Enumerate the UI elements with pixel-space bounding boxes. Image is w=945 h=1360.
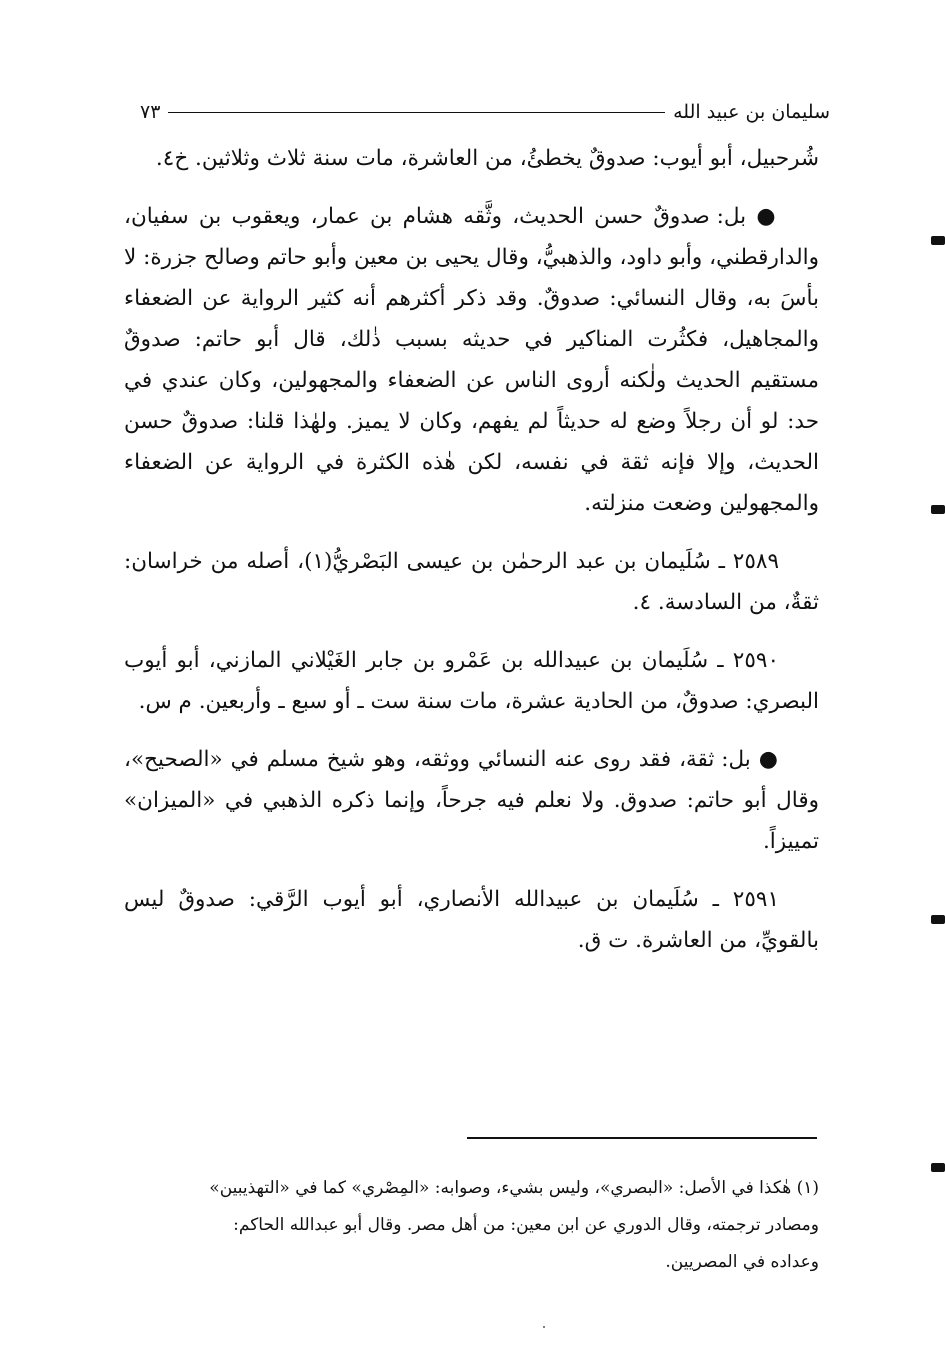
- paragraph-entry-2590: [124, 640, 819, 722]
- paragraph-note: [124, 739, 819, 862]
- footnote-line: (١) هٰكذا في الأصل: «البصري»، وليس بشيء، وصوابه: «المِصْري» كما في «التهذيبين»: [209, 1178, 819, 1198]
- bullet-icon: ●: [756, 204, 779, 229]
- binding-mark: [931, 236, 945, 245]
- paragraph-continuation: [124, 138, 819, 179]
- paragraph-entry-2589: [124, 541, 819, 623]
- bullet-icon: ●: [758, 747, 779, 772]
- header-rule: [168, 112, 665, 113]
- page-number: ٧٣: [140, 101, 161, 123]
- scan-speck: [543, 1326, 545, 1328]
- paragraph-text: ٢٥٩١ ـ سُلَيمان بن عبيدالله الأنصاري، أبو أيوب الرَّقي: صدوقٌ ليس بالقويِّ، من العاشرة. ت ق.: [124, 887, 819, 953]
- footnote-separator: [467, 1137, 817, 1139]
- binding-mark: [931, 1163, 945, 1172]
- paragraph-note: [124, 196, 819, 524]
- paragraph-text: شُرحبيل، أبو أيوب: صدوقٌ يخطئُ، من العاشرة، مات سنة ثلاث وثلاثين. خ٤.: [155, 146, 819, 171]
- running-title: سليمان بن عبيد الله: [673, 101, 830, 123]
- page-header: [140, 97, 830, 127]
- binding-mark: [931, 505, 945, 514]
- paragraph-text: بل: صدوقٌ حسن الحديث، وثَّقه هشام بن عمار، ويعقوب بن سفيان، والدارقطني، وأبو داود، والذهبيُّ، وقال يحيى بن معين وأبو حاتم وصالح جزرة: لا بأسَ به، وقال النسائي: صدوقٌ. وقد ذكر أكثرهم أنه كثير الرواية عن الضعفاء والمجاهيل، فكثُرت المناكير في حديثه بسبب ذٰلك، قال أبو حاتم: صدوقٌ مستقيم الحديث ولٰكنه أروى الناس عن الضعفاء والمجهولين، وكان عندي في حد: لو أن رجلاً وضع له حديثاً لم يفهم، وكان لا يميز. ولهٰذا قلنا: صدوقٌ حسن الحديث، وإلا فإنه ثقة في نفسه، لكن هٰذه الكثرة في الرواية عن الضعفاء والمجهولين وضعت منزلته.: [124, 204, 819, 516]
- paragraph-text: ٢٥٩٠ ـ سُلَيمان بن عبيدالله بن عَمْرو بن جابر الغَيْلاني المازني، أبو أيوب البصري: صدوقٌ، من الحادية عشرة، مات سنة ست ـ أو سبع ـ وأربعين. م س.: [124, 648, 819, 714]
- footnote-line: ومصادر ترجمته، وقال الدوري عن ابن معين: من أهل مصر. وقال أبو عبدالله الحاكم:: [233, 1215, 819, 1235]
- binding-mark: [931, 915, 945, 924]
- paragraph-entry-2591: [124, 879, 819, 961]
- main-text: [124, 138, 819, 978]
- footnotes: [124, 1170, 819, 1281]
- paragraph-text: ٢٥٨٩ ـ سُلَيمان بن عبد الرحمٰن بن عيسى البَصْريُّ(١)، أصله من خراسان: ثقةٌ، من السادسة. ٤.: [124, 549, 819, 615]
- paragraph-text: بل: ثقة، فقد روى عنه النسائي ووثقه، وهو شيخ مسلم في «الصحيح»، وقال أبو حاتم: صدوق. ولا نعلم فيه جرحاً، وإنما ذكره الذهبي في «الميزان» تمييزاً.: [124, 747, 819, 854]
- footnote-line: وعداده في المصريين.: [665, 1252, 819, 1272]
